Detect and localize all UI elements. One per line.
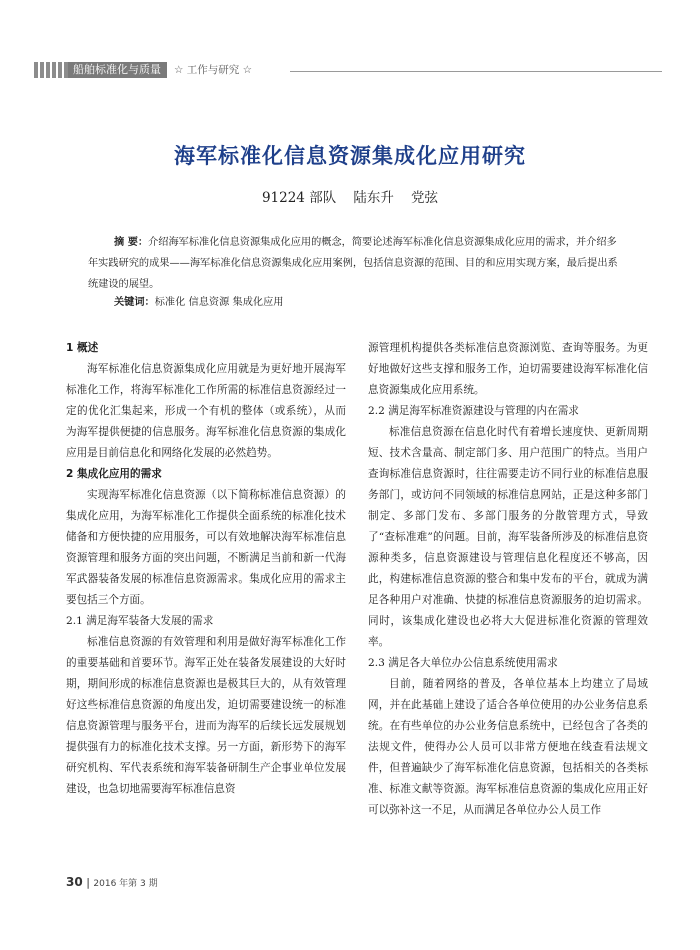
abstract <box>88 232 618 295</box>
body-paragraph-continued: 源管理机构提供各类标准信息资源浏览、查询等服务。为更好地做好这些支撑和服务工作，迫切需要建设海军标准化信息资源集成化应用系统。 <box>368 342 648 396</box>
article-title: 海军标准化信息资源集成化应用研究 <box>174 144 526 168</box>
section-heading: 1 概述 <box>66 342 99 354</box>
body-paragraph: 标准信息资源的有效管理和利用是做好海军标准化工作的重要基础和首要环节。海军正处在装备发展建设的大好时期，期间形成的标准信息资源也是极其巨大的，从有效管理好这些标准信息资源的角度出发，迫切需要建设统一的标准信息资源管理与服务平台，进而为海军的后续长远发展规划提供强有力的标准化技术支撑。另一方面，新形势下的海军研究机构、军代表系统和海军装备研制生产企事业单位发展建设，也急切地需要海军标准信息资 <box>66 636 346 795</box>
keywords-label: 关键词： <box>114 297 155 308</box>
body-paragraph: 标准信息资源在信息化时代有着增长速度快、更新周期短、技术含量高、制定部门多、用户范围广的特点。当用户查询标准信息资源时，往往需要走访不同行业的标准信息服务部门，或访问不同领域的标准信息网站，正是这种多部门制定、多部门发布、多部门服务的分散管理方式，导致了“查标准难”的问题。目前，海军装备所涉及的标准信息资源种类多，信息资源建设与管理信息化程度还不够高，因此，构建标准信息资源的整合和集中发布的平台，就成为满足各种用户对准确、快捷的标准信息资源服务的迫切需求。同时，该集成化建设也必将大大促进标准化资源的管理效率。 <box>368 426 648 648</box>
abstract-text: 介绍海军标准化信息资源集成化应用的概念，简要论述海军标准化信息资源集成化应用的需求，并介绍多年实践研究的成果——海军标准化信息资源集成化应用案例，包括信息资源的范围、目的和应用实现方案，最后提出系统建设的展望。 <box>88 237 618 290</box>
subsection-heading: 2.3 满足各大单位办公信息系统使用需求 <box>368 657 558 669</box>
section-tag: 船舶标准化与质量 <box>68 62 167 78</box>
article-authors: 91224 部队 陆东升 党弦 <box>261 190 439 206</box>
footer-divider: | <box>86 876 94 889</box>
right-column <box>368 338 648 821</box>
header-stripes <box>34 62 68 78</box>
section-subtitle: ☆ 工作与研究 ☆ <box>174 64 253 76</box>
left-column <box>66 338 346 800</box>
body-paragraph: 实现海军标准化信息资源（以下简称标准信息资源）的集成化应用，为海军标准化工作提供全面系统的标准化技术储备和方便快捷的应用服务，可以有效地解决海军标准信息资源管理和服务方面的突出问题，不断满足当前和新一代海军武器装备发展的标准信息资源需求。集成化应用的需求主要包括三个方面。 <box>66 489 346 606</box>
section-heading: 2 集成化应用的需求 <box>66 468 162 480</box>
page-number: 30 <box>66 875 83 889</box>
page-footer <box>66 875 158 889</box>
keywords-text: 标准化 信息资源 集成化应用 <box>154 297 284 308</box>
body-paragraph: 目前，随着网络的普及，各单位基本上均建立了局域网，并在此基础上建设了适合各单位使用的办公业务信息系统。在有些单位的办公业务信息系统中，已经包含了各类的法规文件，使得办公人员可以非常方便地在线查看法规文件，但普遍缺少了海军标准化信息资源，包括相关的各类标准、标准文献等资源。海军标准信息资源的集成化应用正好可以弥补这一不足，从而满足各单位办公人员工作 <box>368 678 648 816</box>
abstract-label: 摘 要： <box>114 237 149 248</box>
keywords <box>114 293 283 308</box>
header-bar <box>34 62 662 78</box>
subsection-heading: 2.1 满足海军装备大发展的需求 <box>66 615 214 627</box>
issue-label: 2016 年第 3 期 <box>93 879 158 889</box>
header-rule <box>290 71 662 72</box>
subsection-heading: 2.2 满足海军标准资源建设与管理的内在需求 <box>368 405 579 417</box>
body-paragraph: 海军标准化信息资源集成化应用就是为更好地开展海军标准化工作，将海军标准化工作所需的标准信息资源经过一定的优化汇集起来，形成一个有机的整体（或系统），从而为海军提供便捷的信息服务。海军标准化信息资源的集成化应用是目前信息化和网络化发展的必然趋势。 <box>66 363 346 459</box>
